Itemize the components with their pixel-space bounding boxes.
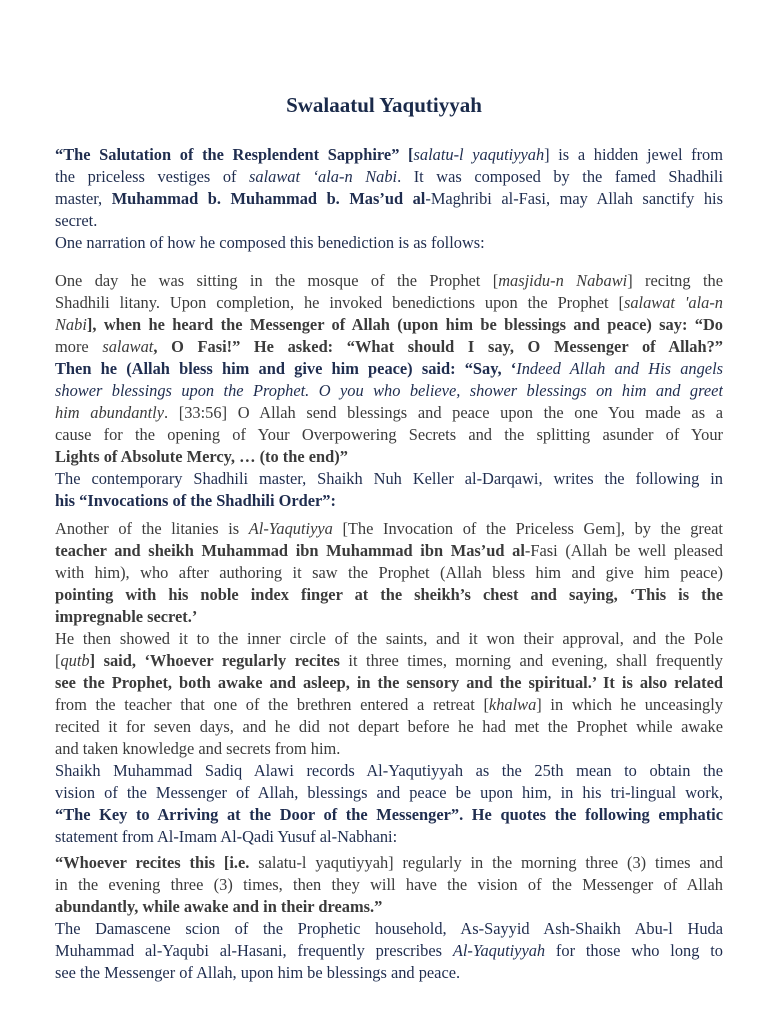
text-line: with him), who after authoring it saw the Prophet (Allah bless him and give him peace)	[55, 563, 723, 582]
text-line: and taken knowledge and secrets from him.	[55, 739, 341, 758]
text-line: vision of the Messenger of Allah, blessings and peace be upon him, in his tri-lingual work,	[55, 783, 723, 802]
litany-paragraph	[55, 518, 723, 848]
text-line: secret.	[55, 211, 98, 230]
text-line: He then showed it to the inner circle of the saints, and it won their approval, and the Pole	[55, 629, 723, 648]
text-line: more salawat, O Fasi!” He asked: “What should I say, O Messenger of Allah?”	[55, 337, 723, 356]
text-line: teacher and sheikh Muhammad ibn Muhammad ibn Mas’ud al-Fasi (Allah be well pleased	[55, 541, 723, 560]
narration-paragraph	[55, 270, 723, 512]
text-line: impregnable secret.’	[55, 607, 198, 626]
text-line: One day he was sitting in the mosque of the Prophet [masjidu-n Nabawi] recitng the	[55, 271, 723, 290]
text-line: [qutb] said, ‘Whoever regularly recites it three times, morning and evening, shall frequently	[55, 651, 723, 670]
text-line: him abundantly. [33:56] O Allah send blessings and peace upon the one You made as a	[55, 403, 723, 422]
text-line: his “Invocations of the Shadhili Order”:	[55, 491, 336, 510]
text-line: in the evening three (3) times, then they will have the vision of the Messenger of Allah	[55, 875, 723, 894]
text-line: pointing with his noble index finger at the sheikh’s chest and saying, ‘This is the	[55, 585, 723, 604]
text-line: Shadhili litany. Upon completion, he invoked benedictions upon the Prophet [salawat 'ala-n	[55, 293, 723, 312]
text-line: The contemporary Shadhili master, Shaikh Nuh Keller al-Darqawi, writes the following in	[55, 469, 723, 488]
text-line: from the teacher that one of the brethren entered a retreat [khalwa] in which he unceasingly	[55, 695, 723, 714]
text-line: Muhammad al-Yaqubi al-Hasani, frequently prescribes Al-Yaqutiyyah for those who long to	[55, 941, 723, 960]
page-title: Swalaatul Yaqutiyyah	[286, 93, 482, 117]
intro-paragraph	[55, 144, 723, 254]
text-line: Another of the litanies is Al-Yaqutiyya [The Invocation of the Priceless Gem], by the great	[55, 519, 723, 538]
text-line: recited it for seven days, and he did not depart before he had met the Prophet while awake	[55, 717, 723, 736]
quote-paragraph	[55, 852, 723, 984]
text-line: see the Messenger of Allah, upon him be blessings and peace.	[55, 963, 461, 982]
text-line: Nabi], when he heard the Messenger of Allah (upon him be blessings and peace) say: “Do	[55, 315, 723, 334]
text-line: cause for the opening of Your Overpowering Secrets and the splitting asunder of Your	[55, 425, 723, 444]
text-line: Then he (Allah bless him and give him peace) said: “Say, ‘Indeed Allah and His angels	[55, 359, 723, 378]
text-line: see the Prophet, both awake and asleep, in the sensory and the spiritual.’ It is also related	[55, 673, 723, 692]
text-line: “The Key to Arriving at the Door of the Messenger”. He quotes the following emphatic	[55, 805, 723, 824]
text-line: master, Muhammad b. Muhammad b. Mas’ud al-Maghribi al-Fasi, may Allah sanctify his	[55, 189, 723, 208]
text-line: shower blessings upon the Prophet. O you who believe, shower blessings on him and greet	[55, 381, 723, 400]
text-line: abundantly, while awake and in their dreams.”	[55, 897, 383, 916]
text-line: “Whoever recites this [i.e. salatu-l yaqutiyyah] regularly in the morning three (3) times and	[55, 853, 723, 872]
text-line: Shaikh Muhammad Sadiq Alawi records Al-Yaqutiyyah as the 25th mean to obtain the	[55, 761, 723, 780]
text-line: Lights of Absolute Mercy, … (to the end)”	[55, 447, 348, 466]
text-line: statement from Al-Imam Al-Qadi Yusuf al-Nabhani:	[55, 827, 398, 846]
text-line: The Damascene scion of the Prophetic household, As-Sayyid Ash-Shaikh Abu-l Huda	[55, 919, 723, 938]
text-line: One narration of how he composed this benediction is as follows:	[55, 233, 485, 252]
text-line: “The Salutation of the Resplendent Sapphire” [salatu-l yaqutiyyah] is a hidden jewel from	[55, 145, 723, 164]
text-line: the priceless vestiges of salawat ‘ala-n Nabi. It was composed by the famed Shadhili	[55, 167, 723, 186]
